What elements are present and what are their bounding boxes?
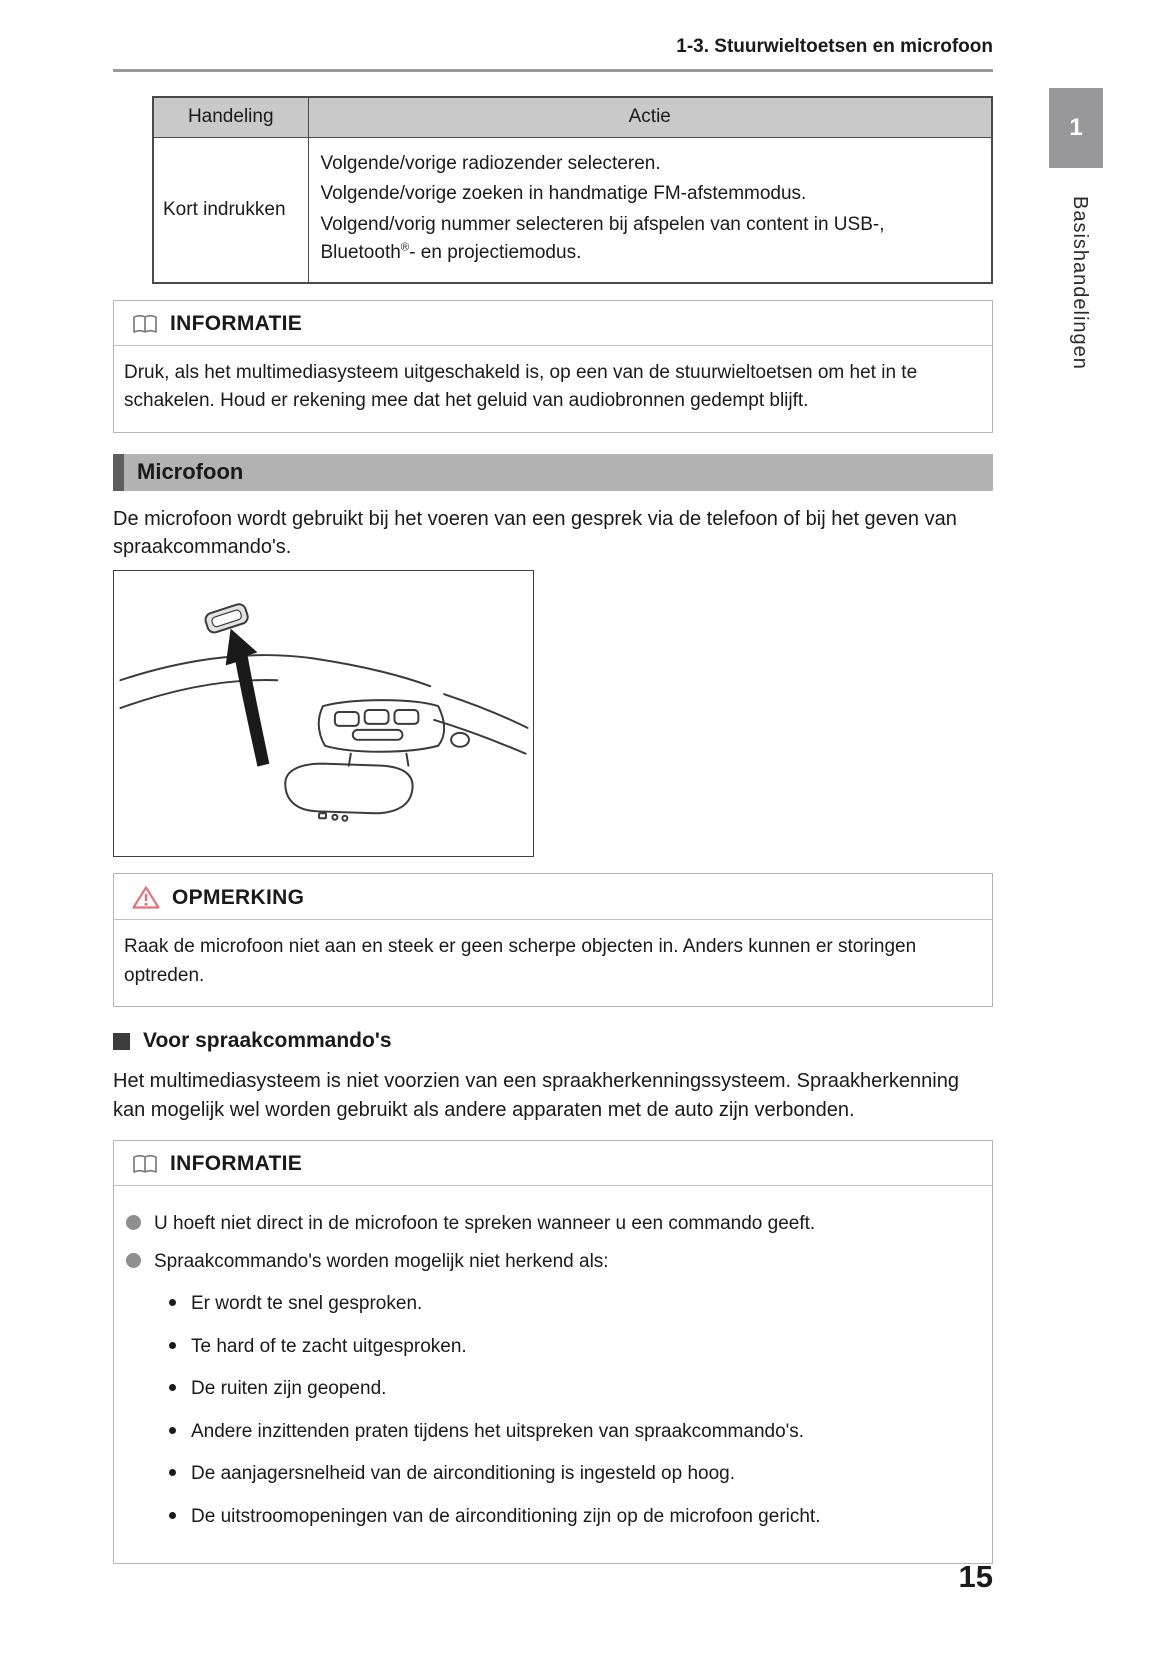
sub-bullet-item: Andere inzittenden praten tijdens het uitspreken van spraakcommando's. [166,1418,980,1446]
mirror-detail [342,816,347,821]
console-loop [451,733,469,747]
header-rule [113,69,993,72]
table-cell-handeling: Kort indrukken [153,137,308,283]
information-box-2 [113,1140,993,1564]
chapter-label-vertical: Basishandelingen [1069,196,1091,370]
opmerking-title-row [114,874,992,920]
registered-mark: ® [400,241,410,254]
sub-bullet-item: Er wordt te snel gesproken. [166,1290,980,1318]
mirror-detail [332,815,337,820]
section-title: Microfoon [137,459,244,484]
information-title: INFORMATIE [170,311,303,335]
table-header-handeling: Handeling [153,97,308,137]
headliner-line [434,720,525,754]
sub-bullet-item: De ruiten zijn geopend. [166,1375,980,1403]
page-header-title: 1-3. Stuurwieltoetsen en microfoon [676,36,993,57]
warning-triangle-icon [132,885,160,910]
voice-commands-heading [113,1029,993,1053]
console-switch [353,730,403,740]
information-box-1 [113,300,993,433]
table-cell-actie [308,137,992,283]
console-button [365,710,389,724]
opmerking-title: OPMERKING [172,885,305,909]
headliner-line [120,655,430,686]
microfoon-intro-text: De microfoon wordt gebruikt bij het voeren van een gesprek via de telefoon of bij het geven van spraakcommando's. [113,507,957,558]
information-title-row [114,301,992,346]
voice-commands-body: Het multimediasysteem is niet voorzien van een spraakherkenningssysteem. Spraakherkenning kan mogelijk wel worden gebruikt als andere apparaten met de auto zijn verbonden. [113,1070,959,1121]
bullet-dot-icon [126,1253,141,1268]
microphone-shape [204,603,250,635]
bullet-text: Spraakcommando's worden mogelijk niet herkend als: [154,1250,609,1272]
opmerking-body: Raak de microfoon niet aan en steek er geen scherpe objecten in. Anders kunnen er storingen optreden. [124,936,917,986]
action-line-text: Volgend/vorig nummer selecteren bij afspelen van content in USB-, Bluetooth [320,213,885,263]
sub-bullet-list [166,1290,980,1530]
table-header-actie: Actie [308,97,992,137]
section-header-microfoon [113,454,993,491]
action-line: Volgende/vorige zoeken in handmatige FM-afstemmodus. [320,183,807,204]
information-title-row [114,1141,992,1186]
action-line [321,211,980,268]
console-button [394,710,418,724]
information-book-icon [132,1153,158,1175]
information-title: INFORMATIE [170,1152,303,1176]
page-number: 15 [958,1559,993,1594]
voice-commands-title: Voor spraakcommando's [143,1029,392,1053]
square-bullet-icon [113,1033,130,1050]
microphone-location-figure [113,570,534,857]
information-bullets [114,1186,992,1563]
action-table [152,96,993,284]
opmerking-box [113,873,993,1007]
bullet-text: U hoeft niet direct in de microfoon te spreken wanneer u een commando geeft. [154,1213,816,1235]
mirror-stem [349,754,409,766]
table-row [153,137,992,283]
mirror-detail [319,814,326,819]
bullet-item [126,1210,980,1238]
headliner-line [444,694,527,728]
bullet-item [126,1248,980,1276]
sub-bullet-item: De uitstroomopeningen van de airconditioning zijn op de microfoon gericht. [166,1503,980,1531]
table-header-row [153,97,992,137]
action-line-text: - en projectiemodus. [409,242,582,263]
sub-bullet-item: Te hard of te zacht uitgesproken. [166,1333,980,1361]
console-button [335,712,359,726]
information-body: Druk, als het multimediasysteem uitgeschakeld is, op een van de stuurwieltoetsen om het in te schakelen. Houd er rekening mee dat het geluid van audiobronnen gedempt blijft. [124,361,918,411]
section-accent-bar [113,454,124,491]
information-book-icon [132,313,158,335]
content-column [113,0,993,1564]
action-line: Volgende/vorige radiozender selecteren. [320,152,661,174]
rearview-mirror [285,764,412,814]
chapter-tab: 1 [1049,88,1103,168]
car-ceiling-drawing [114,571,532,855]
bullet-dot-icon [126,1215,141,1230]
sub-bullet-item: De aanjagersnelheid van de airconditioning is ingesteld op hoog. [166,1460,980,1488]
pointer-arrow [226,629,270,767]
